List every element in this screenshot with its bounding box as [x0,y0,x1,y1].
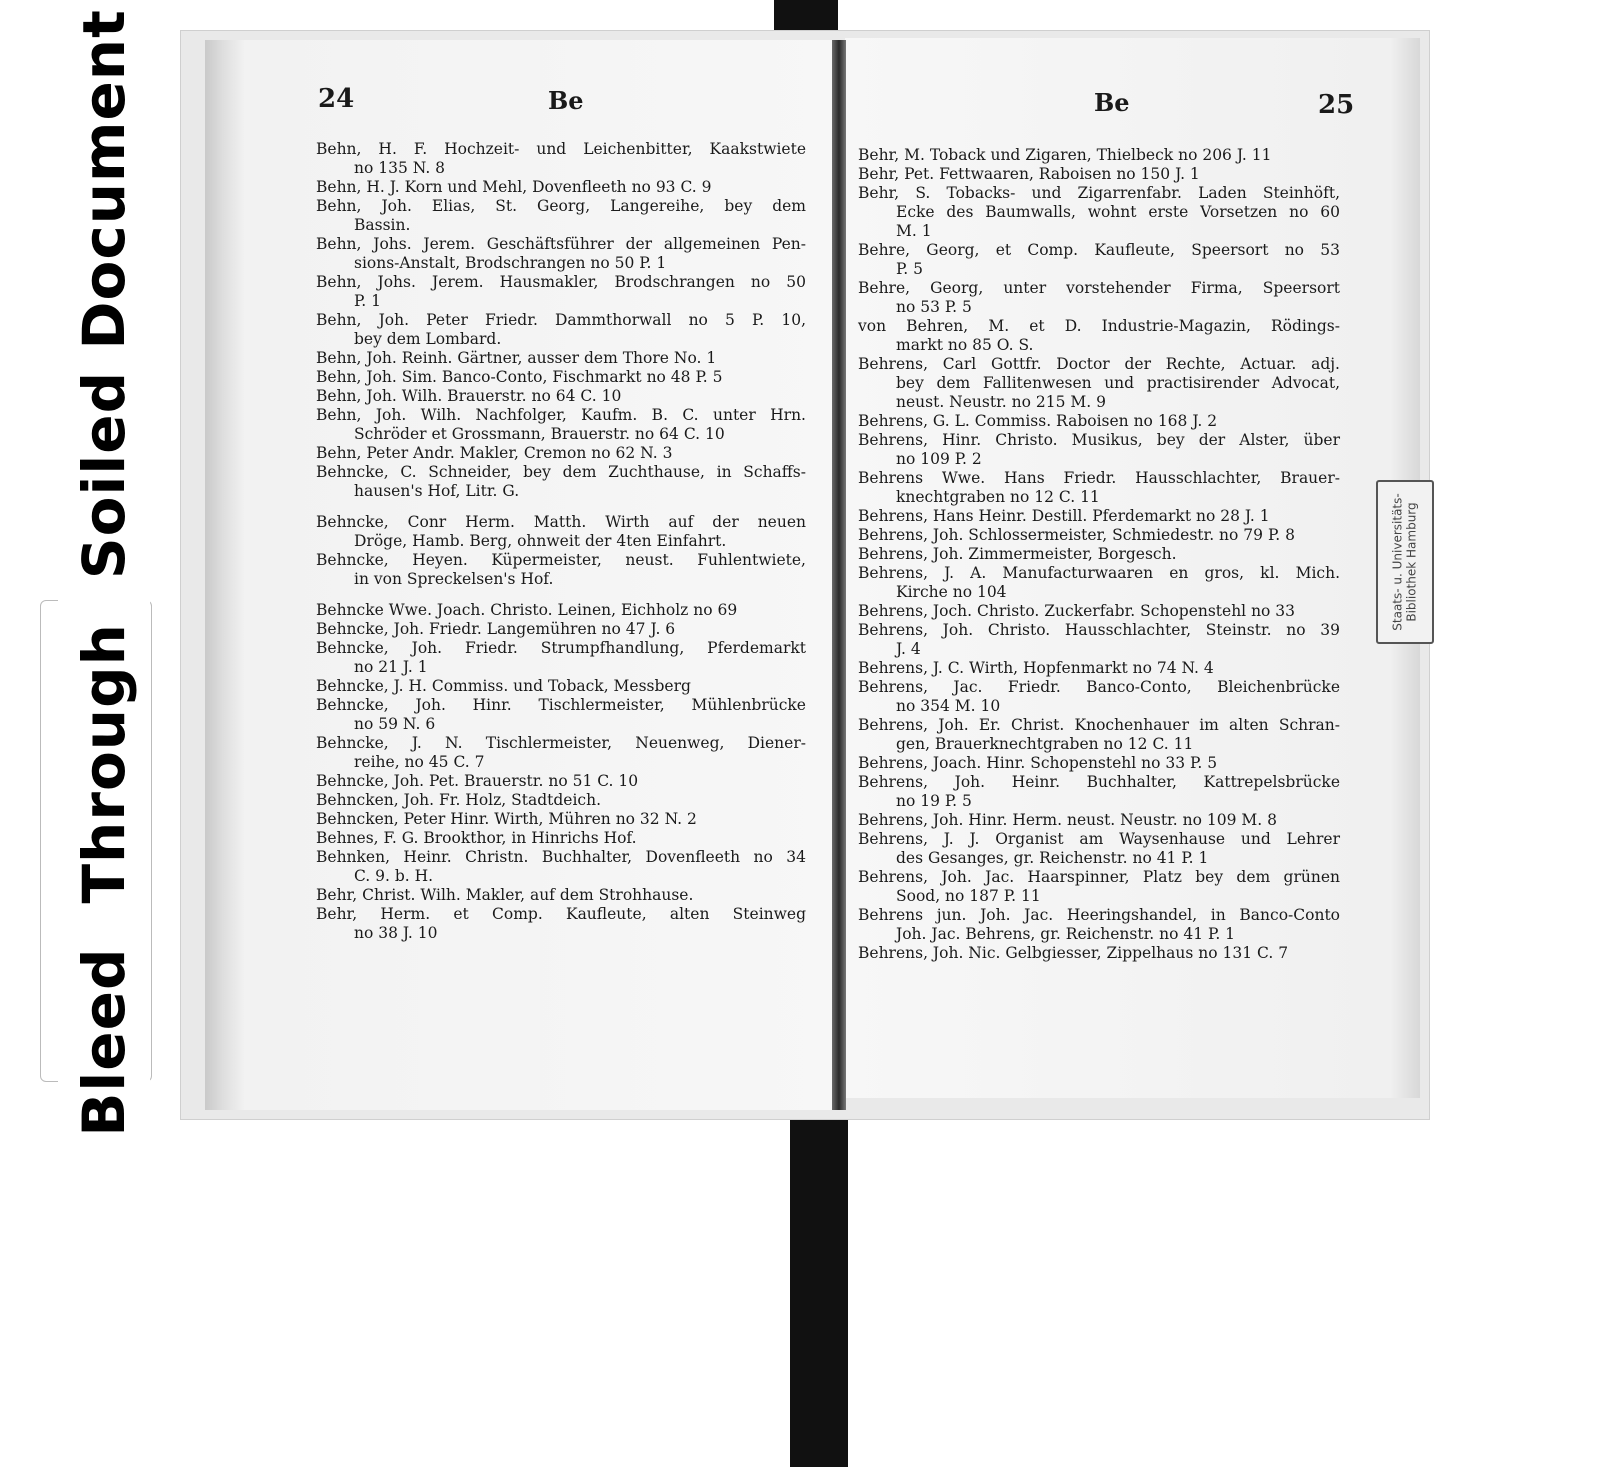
entry-line: Behre, Georg, unter vorstehender Firma, Speersort [858,279,1340,297]
entry-continuation: bey dem Fallitenwesen und practisirender Advocat, [896,374,1340,392]
entry-line: Behncke, J. H. Commiss. und Toback, Messberg [316,677,691,695]
left-page-heading: Be [548,86,584,115]
entry-continuation: J. 4 [896,640,921,658]
entry-line: Behn, H. F. Hochzeit- und Leichenbitter, Kaakstwiete [316,140,806,158]
entry-line: Behncke, Heyen. Küpermeister, neust. Fuhlentwiete, [316,551,806,569]
directory-entry [316,551,806,589]
directory-entry [316,620,806,639]
entry-line: Behr, M. Toback und Zigaren, Thielbeck no 206 J. 11 [858,146,1272,164]
entry-line: Behn, Johs. Jerem. Hausmakler, Brodschrangen no 50 [316,273,806,291]
entry-gap [316,589,806,601]
directory-entry [858,868,1340,906]
directory-entry [858,146,1340,165]
entry-continuation: C. 9. b. H. [354,867,434,885]
entry-continuation: gen, Brauerknechtgraben no 12 C. 11 [896,735,1194,753]
entry-line: Behrens, Hans Heinr. Destill. Pferdemarkt no 28 J. 1 [858,507,1270,525]
entry-continuation: Dröge, Hamb. Berg, ohnweit der 4ten Einfahrt. [354,532,727,550]
entry-continuation: Schröder et Grossmann, Brauerstr. no 64 C. 10 [354,425,725,443]
entry-line: Behncke, Conr Herm. Matth. Wirth auf der neuen [316,513,806,531]
side-label [58,9,150,1137]
entry-line: Behr, Herm. et Comp. Kaufleute, alten Steinweg [316,905,806,923]
directory-entry [858,165,1340,184]
entry-continuation: knechtgraben no 12 C. 11 [896,488,1100,506]
entry-line: Behrens, Joh. Er. Christ. Knochenhauer im alten Schran- [858,716,1340,734]
entry-line: Behr, Christ. Wilh. Makler, auf dem Strohhause. [316,886,694,904]
directory-entry [858,811,1340,830]
directory-entry [316,848,806,886]
entry-continuation: des Gesanges, gr. Reichenstr. no 41 P. 1 [896,849,1209,867]
directory-entry [316,601,806,620]
directory-entry [858,659,1340,678]
directory-entry [316,791,806,810]
directory-entry [316,311,806,349]
entry-continuation: neust. Neustr. no 215 M. 9 [896,393,1106,411]
directory-entry [316,140,806,178]
entry-continuation: Kirche no 104 [896,583,1007,601]
side-label-word: Document [70,9,138,350]
entry-line: Behrens, J. J. Organist am Waysenhause und Lehrer [858,830,1340,848]
entry-line: Behrens, Joh. Heinr. Buchhalter, Kattrepelsbrücke [858,773,1340,791]
directory-entry [316,235,806,273]
entry-line: Behr, Pet. Fettwaaren, Raboisen no 150 J. 1 [858,165,1200,183]
entry-line: Behrens, J. C. Wirth, Hopfenmarkt no 74 N. 4 [858,659,1214,677]
directory-entry [858,317,1340,355]
directory-entry [316,387,806,406]
side-label-word: Through [70,623,138,904]
entry-line: Behrens Wwe. Hans Friedr. Hausschlachter, Brauer- [858,469,1340,487]
entry-line: von Behren, M. et D. Industrie-Magazin, Rödings- [858,317,1340,335]
entry-line: Behn, Joh. Elias, St. Georg, Langereihe, bey dem [316,197,806,215]
entry-line: Behrens, Jac. Friedr. Banco-Conto, Bleichenbrücke [858,678,1340,696]
entry-line: Behncke Wwe. Joach. Christo. Leinen, Eichholz no 69 [316,601,738,619]
entry-continuation: no 21 J. 1 [354,658,428,676]
entry-line: Behn, Joh. Peter Friedr. Dammthorwall no 5 P. 10, [316,311,806,329]
directory-entry [316,677,806,696]
entry-line: Behnes, F. G. Brookthor, in Hinrichs Hof. [316,829,637,847]
entry-line: Behncken, Peter Hinr. Wirth, Mühren no 32 N. 2 [316,810,697,828]
entry-continuation: bey dem Lombard. [354,330,502,348]
entry-line: Behrens, Joh. Christo. Hausschlachter, Steinstr. no 39 [858,621,1340,639]
entry-continuation: Sood, no 187 P. 11 [896,887,1041,905]
directory-entry [858,716,1340,754]
entry-continuation: Ecke des Baumwalls, wohnt erste Vorsetzen no 60 [896,203,1340,221]
entry-line: Behncke, C. Schneider, bey dem Zuchthause, in Schaffs- [316,463,806,481]
entry-line: Behnken, Heinr. Christn. Buchhalter, Dovenfleeth no 34 [316,848,806,866]
side-label-word: Soiled [70,370,138,580]
entry-line: Behn, Peter Andr. Makler, Cremon no 62 N. 3 [316,444,673,462]
directory-entry [316,810,806,829]
directory-entry [858,906,1340,944]
spine-bottom [790,1105,848,1467]
entry-line: Behr, S. Tobacks- und Zigarrenfabr. Laden Steinhöft, [858,184,1340,202]
entry-continuation: Joh. Jac. Behrens, gr. Reichenstr. no 41 P. 1 [896,925,1236,943]
directory-entry [316,463,806,501]
entry-continuation: M. 1 [896,222,932,240]
directory-entry [858,355,1340,412]
entry-continuation: no 19 P. 5 [896,792,972,810]
entry-line: Behn, Joh. Wilh. Nachfolger, Kaufm. B. C. unter Hrn. [316,406,806,424]
directory-entry [316,905,806,943]
directory-entry [858,507,1340,526]
entry-line: Behrens, J. A. Manufacturwaaren en gros, kl. Mich. [858,564,1340,582]
entry-continuation: P. 5 [896,260,924,278]
directory-entry [858,526,1340,545]
entry-line: Behrens, Joh. Hinr. Herm. neust. Neustr. no 109 M. 8 [858,811,1277,829]
entry-line: Behrens, Joach. Hinr. Schopenstehl no 33 P. 5 [858,754,1218,772]
entry-line: Behrens, Joh. Nic. Gelbgiesser, Zippelhaus no 131 C. 7 [858,944,1289,962]
directory-entry [858,431,1340,469]
entry-continuation: no 53 P. 5 [896,298,972,316]
entry-continuation: no 354 M. 10 [896,697,1001,715]
entry-continuation: sions-Anstalt, Brodschrangen no 50 P. 1 [354,254,667,272]
entry-line: Behrens, Hinr. Christo. Musikus, bey der Alster, über [858,431,1340,449]
entry-line: Behn, Joh. Sim. Banco-Conto, Fischmarkt no 48 P. 5 [316,368,723,386]
entry-line: Behncke, Joh. Friedr. Langemühren no 47 J. 6 [316,620,676,638]
entry-line: Behn, H. J. Korn und Mehl, Dovenfleeth no 93 C. 9 [316,178,712,196]
directory-entry [858,412,1340,431]
library-stamp [1376,480,1434,644]
entry-continuation: markt no 85 O. S. [896,336,1034,354]
right-page-heading: Be [1094,88,1130,117]
entry-line: Behn, Johs. Jerem. Geschäftsführer der allgemeinen Pen- [316,235,806,253]
directory-entry [858,773,1340,811]
directory-entry [858,279,1340,317]
left-page-number: 24 [318,84,355,114]
stamp-line: Staats- u. Universitäts- [1391,493,1405,631]
directory-entry [316,178,806,197]
side-label-word: Bleed [70,947,138,1137]
directory-entry [316,513,806,551]
directory-entry [316,273,806,311]
directory-entry [316,639,806,677]
entry-line: Behrens, Joh. Jac. Haarspinner, Platz bey dem grünen [858,868,1340,886]
entry-line: Behrens, Carl Gottfr. Doctor der Rechte, Actuar. adj. [858,355,1340,373]
left-entry-list [316,140,806,943]
directory-entry [858,678,1340,716]
entry-line: Behn, Joh. Wilh. Brauerstr. no 64 C. 10 [316,387,622,405]
directory-entry [316,734,806,772]
directory-entry [316,696,806,734]
directory-entry [858,241,1340,279]
directory-entry [858,830,1340,868]
entry-line: Behncke, Joh. Pet. Brauerstr. no 51 C. 10 [316,772,639,790]
directory-entry [858,469,1340,507]
stamp-line: Bibliothek Hamburg [1405,502,1419,622]
entry-continuation: no 135 N. 8 [354,159,446,177]
entry-line: Behre, Georg, et Comp. Kaufleute, Speersort no 53 [858,241,1340,259]
right-entry-list [858,146,1340,963]
directory-entry [316,829,806,848]
entry-line: Behrens, Joh. Zimmermeister, Borgesch. [858,545,1177,563]
entry-continuation: P. 1 [354,292,382,310]
entry-line: Behrens, Joch. Christo. Zuckerfabr. Schopenstehl no 33 [858,602,1296,620]
directory-entry [316,772,806,791]
entry-continuation: no 109 P. 2 [896,450,982,468]
entry-line: Behrens, Joh. Schlossermeister, Schmiedestr. no 79 P. 8 [858,526,1295,544]
book-gutter [832,40,846,1110]
entry-continuation: in von Spreckelsen's Hof. [354,570,554,588]
directory-entry [316,368,806,387]
entry-line: Behncke, Joh. Friedr. Strumpfhandlung, Pferdemarkt [316,639,806,657]
entry-continuation: Bassin. [354,216,411,234]
directory-entry [858,621,1340,659]
directory-entry [858,545,1340,564]
entry-continuation: no 59 N. 6 [354,715,436,733]
right-page-number: 25 [1318,90,1355,120]
directory-entry [858,602,1340,621]
directory-entry [858,754,1340,773]
entry-gap [316,501,806,513]
directory-entry [858,184,1340,241]
entry-continuation: reihe, no 45 C. 7 [354,753,485,771]
directory-entry [316,197,806,235]
entry-line: Behncke, Joh. Hinr. Tischlermeister, Mühlenbrücke [316,696,806,714]
directory-entry [858,564,1340,602]
entry-line: Behrens, G. L. Commiss. Raboisen no 168 J. 2 [858,412,1218,430]
entry-line: Behrens jun. Joh. Jac. Heeringshandel, in Banco-Conto [858,906,1340,924]
entry-continuation: no 38 J. 10 [354,924,438,942]
entry-line: Behncken, Joh. Fr. Holz, Stadtdeich. [316,791,602,809]
directory-entry [316,406,806,444]
directory-entry [316,444,806,463]
directory-entry [858,944,1340,963]
entry-line: Behn, Joh. Reinh. Gärtner, ausser dem Thore No. 1 [316,349,717,367]
directory-entry [316,349,806,368]
entry-continuation: hausen's Hof, Litr. G. [354,482,520,500]
directory-entry [316,886,806,905]
entry-line: Behncke, J. N. Tischlermeister, Neuenweg, Diener- [316,734,806,752]
